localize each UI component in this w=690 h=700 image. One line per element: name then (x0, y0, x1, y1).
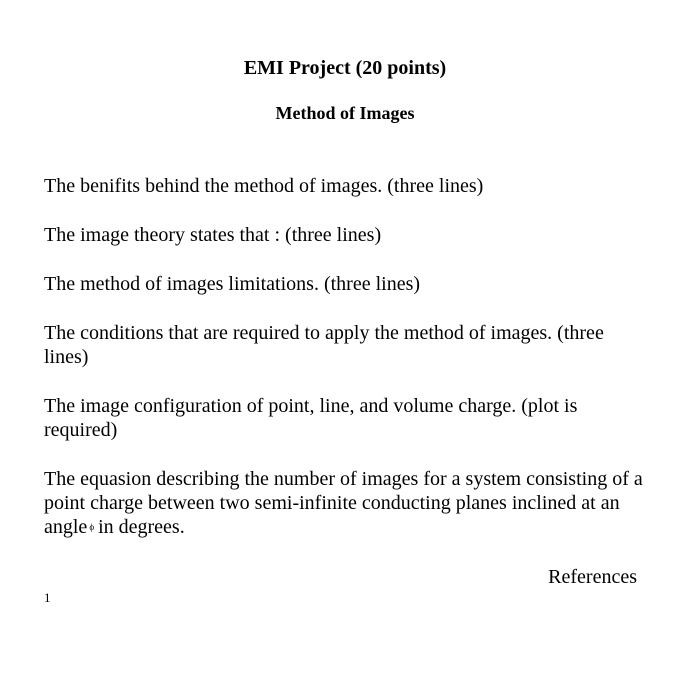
document-title: EMI Project (20 points) (243, 57, 447, 79)
references-heading: References (548, 566, 637, 588)
question-image-theory: The image theory states that : (three lines) (44, 224, 382, 246)
question-image-configuration: The image configuration of point, line, and volume charge. (plot is required) (44, 395, 578, 441)
question-number-of-images (44, 467, 644, 539)
question-number-of-images-tail: in degrees. (98, 516, 185, 538)
document-subtitle: Method of Images (275, 103, 415, 123)
page-number: 1 (44, 590, 51, 605)
document-body (44, 174, 644, 564)
question-limitations: The method of images limitations. (three lines) (44, 273, 421, 295)
question-benefits: The benifits behind the method of images. (three lines) (44, 175, 484, 197)
question-number-of-images-text: The equasion describing the number of images for a system consisting of a point charge between two semi-infinite conducting planes inclined at an angle (44, 468, 643, 538)
angle-symbol: ϕ (89, 522, 95, 532)
question-conditions: The conditions that are required to apply the method of images. (three lines) (44, 322, 604, 368)
